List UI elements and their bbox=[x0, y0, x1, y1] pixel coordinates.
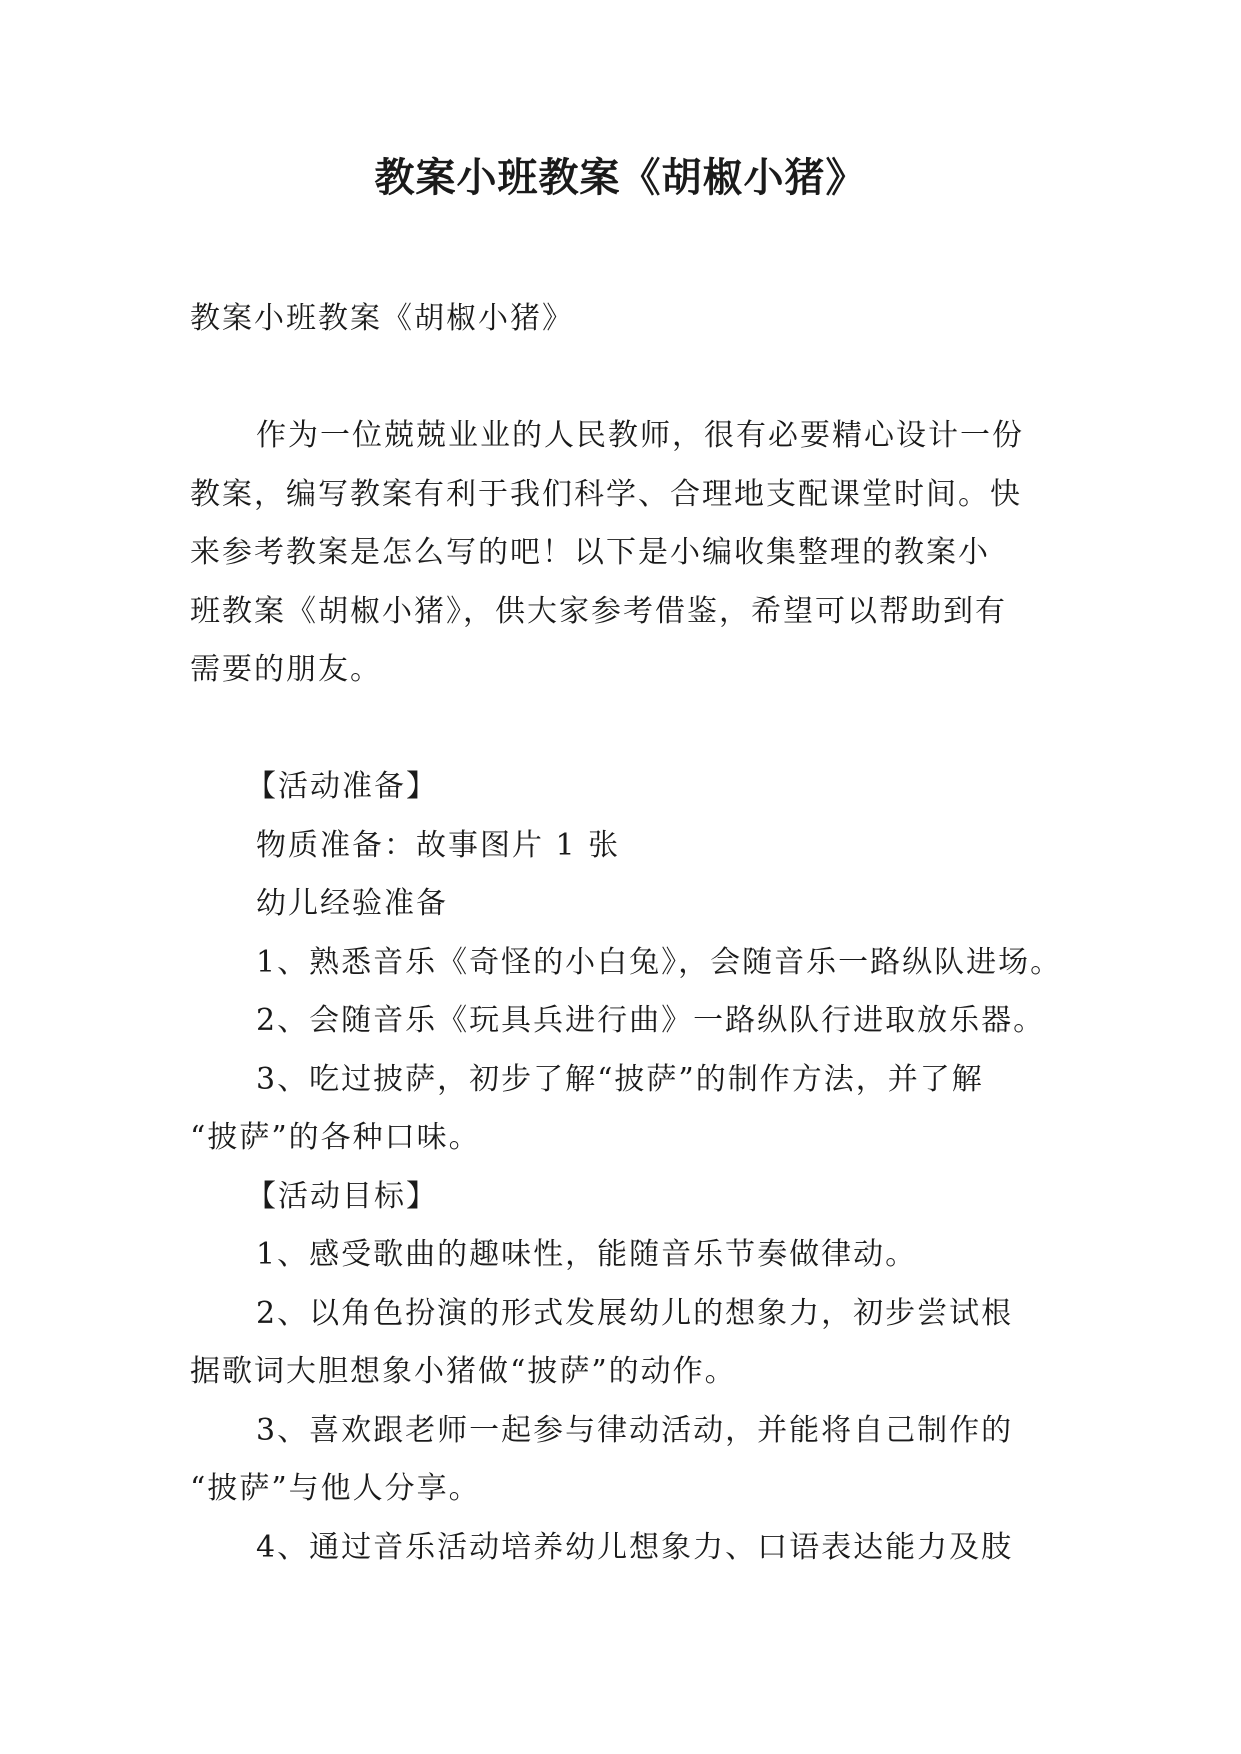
goal-item-1: 1、感受歌曲的趣味性，能随音乐节奏做律动。 bbox=[256, 1237, 918, 1272]
prep-item-3b: “披萨”的各种口味。 bbox=[190, 1120, 481, 1155]
prep-item-1: 1、熟悉音乐《奇怪的小白兔》，会随音乐一路纵队进场。 bbox=[256, 944, 1063, 980]
intro-line-1: 作为一位兢兢业业的人民教师，很有必要精心设计一份 bbox=[256, 418, 1024, 453]
document-body bbox=[190, 290, 1063, 1577]
goal-item-2b: 据歌词大胆想象小猪做“披萨”的动作。 bbox=[190, 1354, 737, 1389]
goal-item-4a: 4、通过音乐活动培养幼儿想象力、口语表达能力及肢 bbox=[256, 1529, 1014, 1565]
intro-line-5: 需要的朋友。 bbox=[190, 652, 382, 687]
prep-item-3a: 3、吃过披萨，初步了解“披萨”的制作方法，并了解 bbox=[256, 1061, 984, 1097]
prep-material: 物质准备：故事图片 1 张 bbox=[256, 827, 621, 863]
intro-line-4: 班教案《胡椒小猪》，供大家参考借鉴，希望可以帮助到有 bbox=[190, 593, 1007, 629]
goal-item-3a: 3、喜欢跟老师一起参与律动活动，并能将自己制作的 bbox=[256, 1412, 1014, 1448]
prep-item-2: 2、会随音乐《玩具兵进行曲》一路纵队行进取放乐器。 bbox=[256, 1003, 1046, 1038]
goal-item-2a: 2、以角色扮演的形式发展幼儿的想象力，初步尝试根 bbox=[256, 1295, 1014, 1331]
goal-heading: 【活动目标】 bbox=[246, 1178, 438, 1214]
goal-item-3b: “披萨”与他人分享。 bbox=[190, 1471, 481, 1506]
spacer bbox=[190, 349, 1060, 408]
intro-line-3: 来参考教案是怎么写的吧！以下是小编收集整理的教案小 bbox=[190, 535, 990, 570]
document-title: 教案小班教案《胡椒小猪》 bbox=[374, 154, 867, 201]
intro-line-2: 教案，编写教案有利于我们科学、合理地支配课堂时间。快 bbox=[190, 476, 1022, 512]
subtitle-line: 教案小班教案《胡椒小猪》 bbox=[190, 301, 574, 336]
prep-experience: 幼儿经验准备 bbox=[256, 886, 448, 921]
prep-heading: 【活动准备】 bbox=[246, 769, 438, 804]
spacer bbox=[190, 700, 1060, 759]
